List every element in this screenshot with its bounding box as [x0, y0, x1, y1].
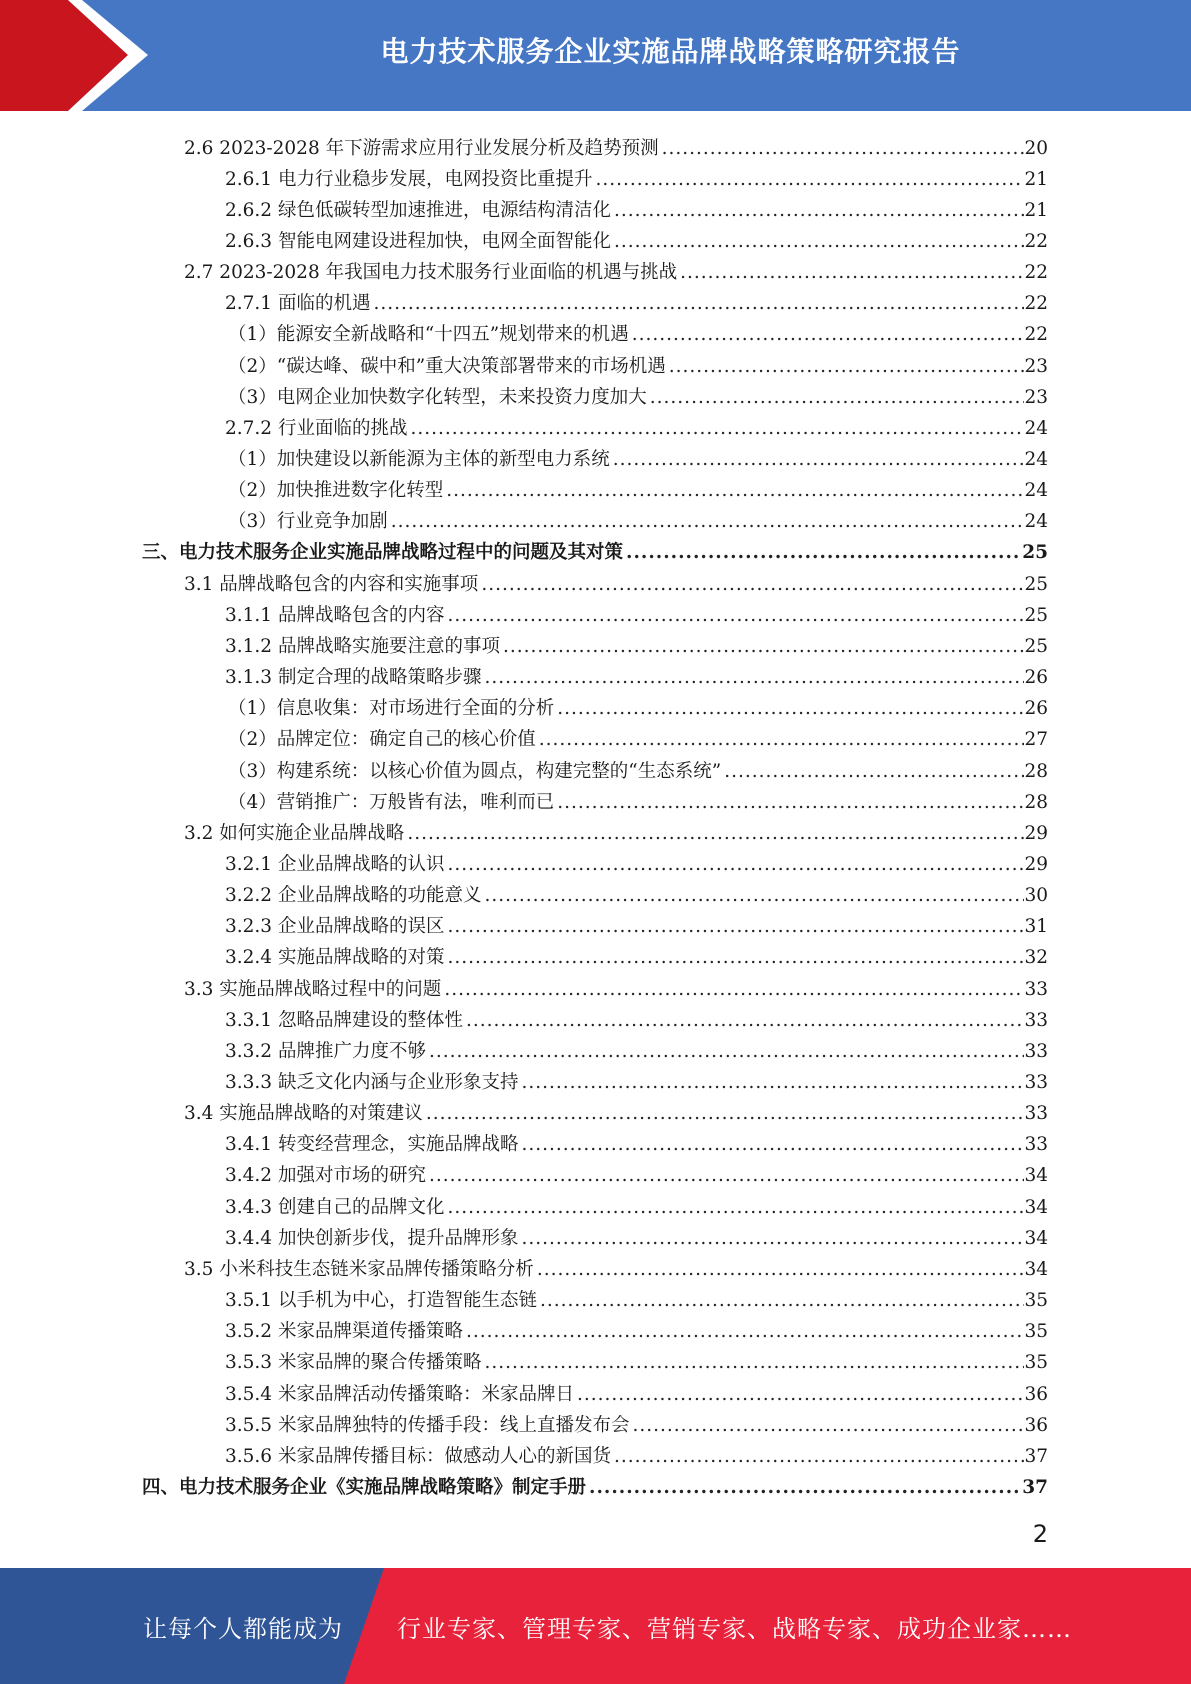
toc-dot-leader: [631, 326, 1025, 345]
toc-dot-leader: [483, 669, 1024, 688]
toc-dot-leader: [679, 264, 1024, 283]
page-header: [0, 0, 1191, 111]
toc-entry-title: （1）信息收集：对市场进行全面的分析: [228, 698, 555, 720]
header-title: 电力技术服务企业实施品牌战略策略研究报告: [380, 35, 961, 68]
toc-entry-page: 36: [1024, 1383, 1048, 1405]
toc-entry[interactable]: [225, 1155, 1048, 1186]
toc-entry[interactable]: [184, 127, 1048, 158]
toc-entry-title: 3.2.2 企业品牌战略的功能意义: [225, 885, 482, 907]
toc-dot-leader: [536, 1261, 1025, 1280]
toc-entry-page: 26: [1024, 667, 1048, 689]
toc-entry-title: （1）能源安全新战略和“十四五”规划带来的机遇: [228, 324, 629, 346]
toc-entry-title: 2.6.1 电力行业稳步发展，电网投资比重提升: [225, 168, 593, 190]
toc-dot-leader: [576, 1386, 1024, 1405]
toc-dot-leader: [520, 1074, 1024, 1093]
toc-entry-title: （2）“碳达峰、碳中和”重大决策部署带来的市场机遇: [228, 355, 666, 377]
toc-dot-leader: [409, 420, 1024, 439]
footer-slogan-right: 行业专家、管理专家、营销专家、战略专家、成功企业家……: [397, 1614, 1072, 1643]
toc-entry[interactable]: [225, 1373, 1048, 1404]
toc-entry[interactable]: [225, 843, 1048, 874]
toc-entry-page: 24: [1024, 417, 1048, 439]
toc-entry[interactable]: [228, 345, 1048, 376]
toc-entry-title: 3.3 实施品牌战略过程中的问题: [184, 978, 442, 1000]
toc-entry-title: 3.1 品牌战略包含的内容和实施事项: [184, 573, 479, 595]
toc-entry[interactable]: [184, 968, 1048, 999]
toc-dot-leader: [428, 1167, 1024, 1186]
toc-dot-leader: [520, 1136, 1024, 1155]
toc-entry-page: 37: [1024, 1445, 1048, 1467]
toc-dot-leader: [446, 856, 1024, 875]
toc-entry-page: 35: [1024, 1290, 1048, 1312]
toc-entry-title: 2.6.3 智能电网建设进程加快，电网全面智能化: [225, 230, 611, 252]
toc-dot-leader: [446, 918, 1024, 937]
toc-entry-title: 2.7.1 面临的机遇: [225, 293, 371, 315]
toc-entry-page: 29: [1024, 853, 1048, 875]
toc-entry[interactable]: [225, 407, 1048, 438]
toc-dot-leader: [483, 1354, 1024, 1373]
toc-dot-leader: [465, 1323, 1024, 1342]
toc-entry[interactable]: [225, 1311, 1048, 1342]
toc-dot-leader: [446, 1199, 1024, 1218]
toc-entry-page: 22: [1024, 324, 1048, 346]
toc-entry-title: 3.3.3 缺乏文化内涵与企业形象支持: [225, 1072, 519, 1093]
toc-entry-title: 3.2 如何实施企业品牌战略: [184, 822, 405, 844]
toc-entry[interactable]: [225, 594, 1048, 625]
header-chevron-decoration: [0, 0, 160, 111]
toc-entry-title: 3.2.1 企业品牌战略的认识: [225, 853, 445, 875]
toc-entry-title: 3.5.4 米家品牌活动传播策略：米家品牌日: [225, 1383, 574, 1405]
toc-entry-title: 2.7 2023-2028 年我国电力技术服务行业面临的机遇与挑战: [184, 262, 678, 284]
toc-entry-title: 2.7.2 行业面临的挑战: [225, 417, 408, 439]
toc-entry[interactable]: [184, 252, 1048, 283]
toc-entry[interactable]: [225, 906, 1048, 937]
toc-entry[interactable]: [225, 1186, 1048, 1217]
toc-entry[interactable]: [184, 812, 1048, 843]
toc-entry-page: 33: [1024, 1072, 1048, 1093]
toc-entry[interactable]: [228, 719, 1048, 750]
toc-dot-leader: [613, 202, 1024, 221]
toc-entry[interactable]: [228, 376, 1048, 407]
toc-entry-title: 3.5.2 米家品牌渠道传播策略: [225, 1321, 463, 1343]
toc-dot-leader: [649, 389, 1025, 408]
toc-entry-page: 27: [1024, 729, 1048, 751]
toc-entry-title: 四、电力技术服务企业《实施品牌战略策略》制定手册: [142, 1476, 587, 1498]
toc-entry-page: 20: [1024, 137, 1048, 159]
toc-entry-page: 22: [1024, 230, 1048, 252]
toc-entry-title: 3.5.6 米家品牌传播目标：做感动人心的新国货: [225, 1445, 611, 1467]
toc-entry-title: 3.5.1 以手机为中心，打造智能生态链: [225, 1290, 537, 1312]
toc-entry-title: 2.6 2023-2028 年下游需求应用行业发展分析及趋势预测: [184, 137, 659, 159]
toc-entry-title: 3.2.4 实施品牌战略的对策: [225, 947, 445, 969]
toc-dot-leader: [446, 607, 1024, 626]
toc-entry-page: 33: [1024, 1009, 1048, 1031]
toc-dot-leader: [556, 794, 1024, 813]
toc-entry-page: 29: [1024, 822, 1048, 844]
toc-entry-title: 2.6.2 绿色低碳转型加速推进，电源结构清洁化: [225, 199, 611, 221]
toc-entry-title: 3.3.1 忽略品牌建设的整体性: [225, 1009, 463, 1031]
toc-entry-title: 3.2.3 企业品牌战略的误区: [225, 916, 445, 938]
toc-entry-page: 35: [1024, 1352, 1048, 1374]
toc-entry-title: （2）加快推进数字化转型: [228, 480, 444, 502]
toc-entry[interactable]: [225, 657, 1048, 688]
toc-entry-page: 28: [1024, 791, 1048, 813]
toc-dot-leader: [631, 1417, 1024, 1436]
toc-entry-page: 34: [1024, 1258, 1048, 1280]
toc-entry-page: 33: [1024, 1040, 1048, 1062]
toc-dot-leader: [556, 700, 1024, 719]
toc-entry-title: 3.4.3 创建自己的品牌文化: [225, 1196, 445, 1218]
toc-entry-page: 23: [1024, 355, 1048, 377]
toc-entry-title: （3）电网企业加快数字化转型，未来投资力度加大: [228, 386, 647, 408]
toc-dot-leader: [588, 1479, 1022, 1498]
toc-entry-title: （2）品牌定位：确定自己的核心价值: [228, 729, 536, 751]
toc-entry-page: 22: [1024, 293, 1048, 315]
toc-entry[interactable]: [228, 314, 1048, 345]
toc-entry-page: 28: [1024, 760, 1048, 782]
toc-dot-leader: [613, 233, 1024, 252]
toc-dot-leader: [372, 295, 1024, 314]
toc-dot-leader: [625, 544, 1022, 563]
toc-dot-leader: [539, 1292, 1024, 1311]
toc-entry-page: 21: [1024, 168, 1048, 190]
toc-entry-title: （3）行业竞争加剧: [228, 511, 388, 533]
toc-entry[interactable]: [225, 1217, 1048, 1248]
toc-entry-page: 24: [1024, 449, 1048, 470]
toc-entry-title: 3.5.3 米家品牌的聚合传播策略: [225, 1352, 482, 1374]
toc-entry[interactable]: [225, 1404, 1048, 1435]
toc-entry[interactable]: [228, 501, 1048, 532]
toc-entry[interactable]: [225, 937, 1048, 968]
toc-dot-leader: [668, 358, 1025, 377]
toc-entry[interactable]: [184, 563, 1048, 594]
toc-dot-leader: [428, 1043, 1024, 1062]
toc-entry-title: 3.1.1 品牌战略包含的内容: [225, 604, 445, 626]
toc-entry-title: 3.4 实施品牌战略的对策建议: [184, 1103, 423, 1125]
toc-dot-leader: [445, 482, 1024, 501]
toc-entry-title: 3.4.2 加强对市场的研究: [225, 1165, 426, 1187]
toc-entry-page: 32: [1024, 947, 1048, 969]
toc-dot-leader: [390, 513, 1025, 532]
toc-entry-page: 34: [1024, 1227, 1048, 1249]
toc-entry[interactable]: [225, 1030, 1048, 1061]
toc-entry[interactable]: [184, 1093, 1048, 1124]
toc-dot-leader: [723, 763, 1024, 782]
toc-entry[interactable]: [228, 750, 1048, 781]
toc-entry-title: 3.1.3 制定合理的战略策略步骤: [225, 667, 482, 689]
toc-entry-page: 26: [1024, 698, 1048, 720]
toc-entry[interactable]: [225, 1280, 1048, 1311]
toc-dot-leader: [502, 638, 1024, 657]
page-number: 2: [1032, 1520, 1048, 1548]
toc-entry-title: 3.1.2 品牌战略实施要注意的事项: [225, 635, 500, 657]
toc-entry-title: （4）营销推广：万般皆有法，唯利而已: [228, 791, 555, 813]
toc-entry[interactable]: [142, 532, 1048, 563]
toc-entry-page: 24: [1024, 480, 1048, 502]
toc-entry[interactable]: [228, 439, 1048, 470]
toc-dot-leader: [661, 140, 1025, 159]
toc-dot-leader: [538, 731, 1025, 750]
toc-entry-page: 25: [1024, 635, 1048, 657]
toc-dot-leader: [443, 981, 1024, 1000]
toc-dot-leader: [425, 1105, 1025, 1124]
toc-entry-page: 31: [1024, 916, 1048, 938]
toc-entry[interactable]: [225, 625, 1048, 656]
toc-entry[interactable]: [225, 1435, 1048, 1466]
toc-entry[interactable]: [225, 189, 1048, 220]
toc-entry[interactable]: [228, 781, 1048, 812]
toc-entry-page: 34: [1024, 1196, 1048, 1218]
toc-entry[interactable]: [225, 158, 1048, 189]
toc-entry-page: 25: [1024, 573, 1048, 595]
toc-entry[interactable]: [228, 688, 1048, 719]
toc-entry-title: 3.5 小米科技生态链米家品牌传播策略分析: [184, 1258, 534, 1280]
toc-entry[interactable]: [225, 999, 1048, 1030]
toc-entry-page: 25: [1022, 542, 1048, 564]
toc-entry[interactable]: [225, 1124, 1048, 1155]
page-footer: [0, 1568, 1191, 1684]
toc-entry-page: 23: [1024, 386, 1048, 408]
toc-dot-leader: [406, 825, 1024, 844]
toc-entry-page: 22: [1024, 262, 1048, 284]
toc-entry[interactable]: [225, 1342, 1048, 1373]
toc-entry-title: （1）加快建设以新能源为主体的新型电力系统: [228, 449, 610, 470]
toc-entry-page: 33: [1024, 978, 1048, 1000]
toc-dot-leader: [480, 576, 1024, 595]
footer-slogan-left: 让每个人都能成为: [143, 1614, 343, 1643]
toc-entry[interactable]: [225, 220, 1048, 251]
toc-entry[interactable]: [225, 1062, 1048, 1093]
toc-entry-title: 3.5.5 米家品牌独特的传播手段：线上直播发布会: [225, 1414, 630, 1436]
toc-entry-title: 三、电力技术服务企业实施品牌战略过程中的问题及其对策: [142, 542, 624, 564]
toc-entry-title: 3.4.1 转变经营理念，实施品牌战略: [225, 1134, 519, 1156]
toc-dot-leader: [483, 887, 1024, 906]
toc-entry-page: 34: [1024, 1165, 1048, 1187]
toc-entry[interactable]: [225, 875, 1048, 906]
toc-entry-title: （3）构建系统：以核心价值为圆点，构建完整的“生态系统”: [228, 760, 722, 782]
toc-entry-page: 33: [1024, 1103, 1048, 1125]
toc-entry-page: 37: [1022, 1476, 1048, 1498]
toc-entry-title: 3.3.2 品牌推广力度不够: [225, 1040, 426, 1062]
toc-dot-leader: [594, 171, 1024, 190]
toc-entry[interactable]: [225, 283, 1048, 314]
toc-entry[interactable]: [228, 470, 1048, 501]
toc-entry-page: 36: [1024, 1414, 1048, 1436]
toc-entry-page: 30: [1024, 885, 1048, 907]
toc-dot-leader: [465, 1012, 1024, 1031]
toc-dot-leader: [446, 949, 1024, 968]
toc-entry[interactable]: [184, 1248, 1048, 1279]
toc-entry-page: 35: [1024, 1321, 1048, 1343]
toc-dot-leader: [613, 1448, 1024, 1467]
toc-dot-leader: [612, 451, 1025, 470]
toc-entry[interactable]: [142, 1466, 1048, 1497]
toc-entry-page: 21: [1024, 199, 1048, 221]
toc-entry-page: 24: [1024, 511, 1048, 533]
toc-entry-page: 33: [1024, 1134, 1048, 1156]
toc-entry-title: 3.4.4 加快创新步伐，提升品牌形象: [225, 1227, 519, 1249]
toc-dot-leader: [520, 1230, 1024, 1249]
toc-entry-page: 25: [1024, 604, 1048, 626]
